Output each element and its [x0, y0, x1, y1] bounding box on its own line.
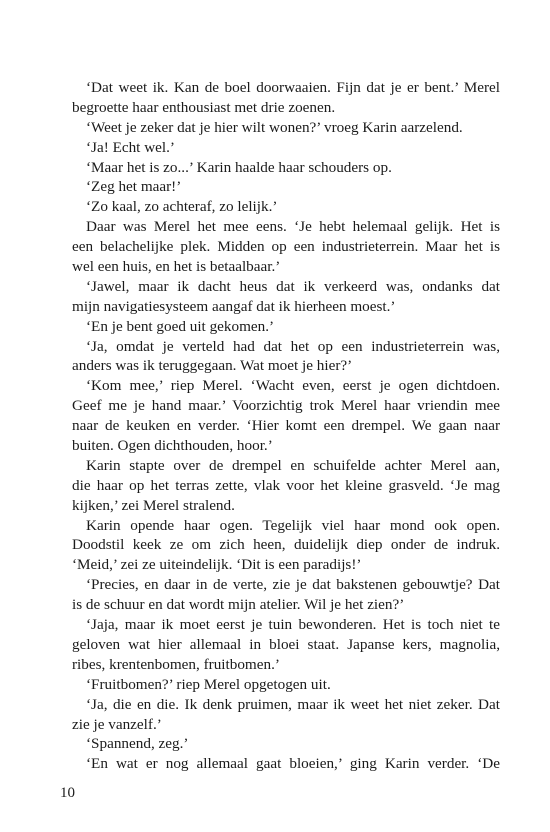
text-line: kijken,’ zei Merel stralend. — [72, 496, 235, 514]
text-line: die haar op het terras zette, vlak voor het kleine grasveld. ‘Je mag — [72, 476, 500, 494]
text-line: ‘Zeg het maar!’ — [86, 178, 182, 196]
text-line: een belachelijke plek. Midden op een industrieterrein. Maar het is — [72, 238, 500, 256]
body-text — [72, 78, 500, 774]
text-line: ribes, krentenbomen, fruitbomen.’ — [72, 655, 280, 673]
text-line: ‘Jawel, maar ik dacht heus dat ik verkeerd was, ondanks dat — [86, 277, 500, 295]
text-line: ‘Ja, die en die. Ik denk pruimen, maar ik weet het niet zeker. Dat — [86, 695, 500, 713]
text-line: ‘En wat er nog allemaal gaat bloeien,’ ging Karin verder. ‘De — [86, 755, 500, 773]
text-line: ‘Meid,’ zei ze uiteindelijk. ‘Dit is een paradijs!’ — [72, 556, 362, 574]
text-line: anders was ik teruggegaan. Wat moet je hier?’ — [72, 357, 353, 375]
text-line: ‘Dat weet ik. Kan de boel doorwaaien. Fijn dat je er bent.’ Merel — [86, 79, 500, 96]
text-line: ‘Weet je zeker dat je hier wilt wonen?’ vroeg Karin aarzelend. — [86, 118, 463, 136]
text-line: ‘Zo kaal, zo achteraf, zo lelijk.’ — [86, 198, 278, 216]
text-line: mijn navigatiesysteem aangaf dat ik hierheen moest.’ — [72, 297, 396, 315]
text-line: buiten. Ogen dichthouden, hoor.’ — [72, 437, 273, 455]
text-line: Daar was Merel het mee eens. ‘Je hebt helemaal gelijk. Het is — [86, 218, 500, 236]
text-line: zie je vanzelf.’ — [72, 715, 162, 733]
text-line: ‘Spannend, zeg.’ — [86, 735, 189, 753]
text-line: ‘Precies, en daar in de verte, zie je dat bakstenen gebouwtje? Dat — [86, 576, 500, 594]
page-number: 10 — [60, 785, 75, 801]
text-line: Karin stapte over de drempel en schuifelde achter Merel aan, — [86, 456, 500, 474]
text-line: ‘Fruitbomen?’ riep Merel opgetogen uit. — [86, 675, 331, 693]
text-line: Geef me je hand maar.’ Voorzichtig trok Merel haar vriendin mee — [72, 397, 500, 415]
text-line: Karin opende haar ogen. Tegelijk viel haar mond ook open. — [86, 516, 500, 534]
text-line: ‘Kom mee,’ riep Merel. ‘Wacht even, eerst je ogen dichtdoen. — [86, 377, 500, 395]
text-line: ‘Jaja, maar ik moet eerst je tuin bewonderen. Het is toch niet te — [86, 616, 500, 634]
text-line: wel een huis, en het is betaalbaar.’ — [72, 258, 281, 276]
text-line: ‘Ja! Echt wel.’ — [86, 138, 175, 156]
text-line: ‘En je bent goed uit gekomen.’ — [86, 317, 275, 335]
text-line: ‘Maar het is zo...’ Karin haalde haar schouders op. — [86, 158, 392, 176]
text-line: naar de keuken en verder. ‘Hier komt een drempel. We gaan naar — [72, 417, 500, 435]
text-line: ‘Ja, omdat je verteld had dat het op een industrieterrein was, — [86, 337, 500, 355]
text-line: is de schuur en dat wordt mijn atelier. Wil je het zien?’ — [72, 596, 405, 614]
text-line: begroette haar enthousiast met drie zoenen. — [72, 98, 336, 116]
text-line: Doodstil keek ze om zich heen, duidelijk diep onder de indruk. — [72, 536, 500, 554]
text-line: geloven wat hier allemaal in bloei staat. Japanse kers, magnolia, — [72, 635, 500, 653]
